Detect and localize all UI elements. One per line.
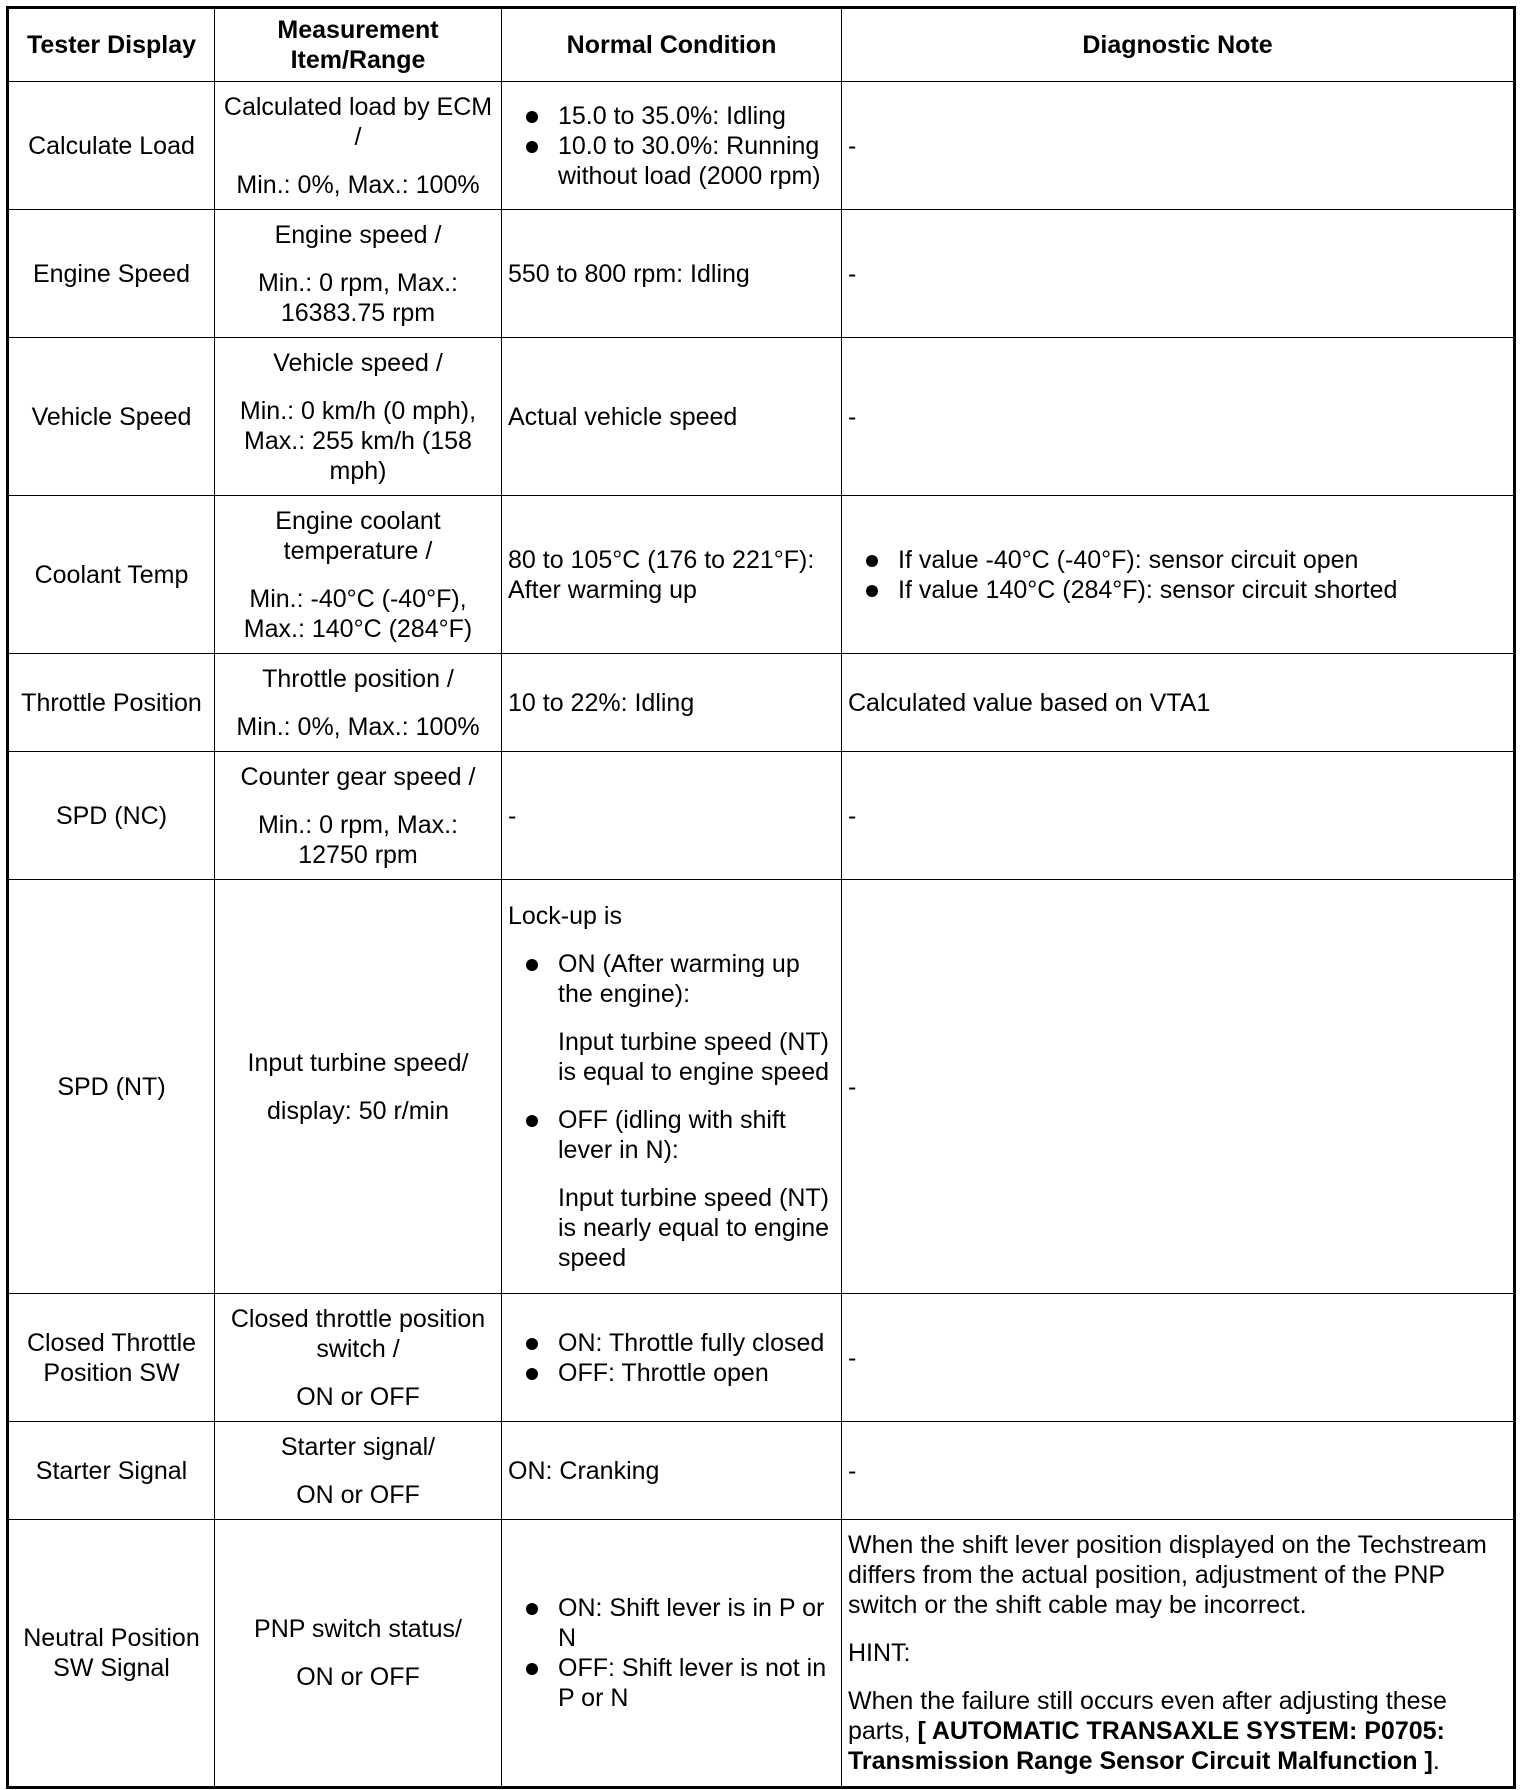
table-row <box>8 1520 1515 1788</box>
normal-condition-cell: 550 to 800 rpm: Idling <box>502 210 842 338</box>
measurement-range: Min.: 0%, Max.: 100% <box>236 170 480 199</box>
measurement-range: display: 50 r/min <box>266 1096 450 1125</box>
diagnostic-note-cell <box>842 1520 1515 1788</box>
measurement-cell <box>215 1520 502 1788</box>
header-row <box>8 8 1515 82</box>
data-list-table <box>6 6 1516 1789</box>
table-row <box>8 654 1515 752</box>
measurement-cell <box>215 496 502 654</box>
normal-condition-cell: 10 to 22%: Idling <box>502 654 842 752</box>
measurement-range: Min.: 0 rpm, Max.: 16383.75 rpm <box>257 268 459 327</box>
table-row <box>8 1422 1515 1520</box>
list-item: ON: Shift lever is in P or N <box>558 1593 835 1653</box>
normal-condition-cell <box>502 82 842 210</box>
normal-condition-cell: Actual vehicle speed <box>502 338 842 496</box>
measurement-item: PNP switch status/ <box>254 1615 462 1643</box>
measurement-item: Input turbine speed/ <box>247 1048 469 1077</box>
list-item: 15.0 to 35.0%: Idling <box>558 101 835 131</box>
diagnostic-note-cell: - <box>842 210 1515 338</box>
diagnostic-note-cell: - <box>842 752 1515 880</box>
list-item: ON: Throttle fully closed <box>558 1328 835 1358</box>
list-item: If value -40°C (-40°F): sensor circuit open <box>898 545 1507 575</box>
measurement-item: Starter signal/ <box>280 1432 436 1461</box>
header-tester-display: Tester Display <box>8 8 215 82</box>
measurement-range: Min.: -40°C (-40°F), Max.: 140°C (284°F) <box>243 584 473 643</box>
header-measurement-item: Measurement Item/Range <box>215 8 502 82</box>
measurement-item: Vehicle speed / <box>273 348 443 377</box>
table-row <box>8 1294 1515 1422</box>
measurement-cell <box>215 880 502 1294</box>
diagnostic-note-cell: - <box>842 1422 1515 1520</box>
measurement-cell <box>215 1294 502 1422</box>
diagnostic-note-cell: - <box>842 880 1515 1294</box>
tester-display-cell: Closed Throttle Position SW <box>8 1294 215 1422</box>
tester-display-cell: Vehicle Speed <box>8 338 215 496</box>
measurement-range: ON or OFF <box>296 1480 420 1509</box>
measurement-cell <box>215 82 502 210</box>
measurement-item: Engine coolant temperature / <box>275 506 441 565</box>
normal-condition-cell <box>502 1294 842 1422</box>
measurement-cell <box>215 752 502 880</box>
measurement-item: Engine speed / <box>274 220 442 249</box>
tester-display-cell: SPD (NT) <box>8 880 215 1294</box>
note-text-end: . <box>1432 1747 1440 1775</box>
note-hint-label: HINT: <box>848 1639 911 1667</box>
normal-intro: Lock-up is <box>508 901 622 930</box>
tester-display-cell: SPD (NC) <box>8 752 215 880</box>
table-row <box>8 338 1515 496</box>
measurement-item: Closed throttle position switch / <box>230 1304 486 1363</box>
normal-condition-cell <box>502 1520 842 1788</box>
measurement-cell <box>215 654 502 752</box>
measurement-range: Min.: 0 rpm, Max.: 12750 rpm <box>257 810 459 869</box>
note-text: When the failure still occurs even after adjusting these parts, <box>848 1687 1447 1745</box>
diagnostic-note-cell: Calculated value based on VTA1 <box>842 654 1515 752</box>
normal-condition-cell: - <box>502 752 842 880</box>
measurement-range: ON or OFF <box>296 1663 420 1691</box>
normal-condition-cell: 80 to 105°C (176 to 221°F): After warming up <box>502 496 842 654</box>
note-paragraph: When the shift lever position displayed on the Techstream differs from the actual position, adjustment of the PNP switch or the shift cable may be incorrect. <box>848 1531 1487 1619</box>
measurement-item: Calculated load by ECM / <box>223 92 493 151</box>
table-row <box>8 752 1515 880</box>
table-row <box>8 496 1515 654</box>
note-paragraph <box>848 1686 1507 1776</box>
measurement-item: Throttle position / <box>262 664 454 693</box>
list-item: If value 140°C (284°F): sensor circuit shorted <box>898 575 1507 605</box>
tester-display-cell: Starter Signal <box>8 1422 215 1520</box>
diagnostic-note-cell: - <box>842 338 1515 496</box>
table-row <box>8 82 1515 210</box>
table-row <box>8 210 1515 338</box>
list-item-detail: Input turbine speed (NT) is nearly equal to engine speed <box>558 1183 830 1272</box>
table-row <box>8 880 1515 1294</box>
list-item: ON (After warming up the engine): <box>558 949 835 1009</box>
list-item: 10.0 to 30.0%: Running without load (2000 rpm) <box>558 131 835 191</box>
measurement-cell <box>215 210 502 338</box>
measurement-range: Min.: 0%, Max.: 100% <box>236 712 480 741</box>
measurement-cell <box>215 338 502 496</box>
list-item-detail: Input turbine speed (NT) is equal to engine speed <box>558 1027 830 1086</box>
list-item: OFF: Throttle open <box>558 1358 835 1388</box>
measurement-item: Counter gear speed / <box>240 762 476 791</box>
measurement-range: ON or OFF <box>296 1382 420 1411</box>
diagnostic-note-cell: - <box>842 82 1515 210</box>
header-diagnostic-note: Diagnostic Note <box>842 8 1515 82</box>
tester-display-cell: Calculate Load <box>8 82 215 210</box>
tester-display-cell: Neutral Position SW Signal <box>8 1520 215 1788</box>
normal-condition-cell <box>502 880 842 1294</box>
diagnostic-note-cell <box>842 496 1515 654</box>
diagnostic-note-cell: - <box>842 1294 1515 1422</box>
tester-display-cell: Throttle Position <box>8 654 215 752</box>
list-item: OFF: Shift lever is not in P or N <box>558 1653 835 1713</box>
reference-link[interactable]: [ AUTOMATIC TRANSAXLE SYSTEM: P0705: Transmission Range Sensor Circuit Malfunction ] <box>848 1717 1445 1775</box>
tester-display-cell: Coolant Temp <box>8 496 215 654</box>
tester-display-cell: Engine Speed <box>8 210 215 338</box>
measurement-range: Min.: 0 km/h (0 mph), Max.: 255 km/h (158 mph) <box>239 396 477 485</box>
list-item: OFF (idling with shift lever in N): <box>558 1105 835 1165</box>
normal-condition-cell: ON: Cranking <box>502 1422 842 1520</box>
measurement-cell <box>215 1422 502 1520</box>
header-normal-condition: Normal Condition <box>502 8 842 82</box>
